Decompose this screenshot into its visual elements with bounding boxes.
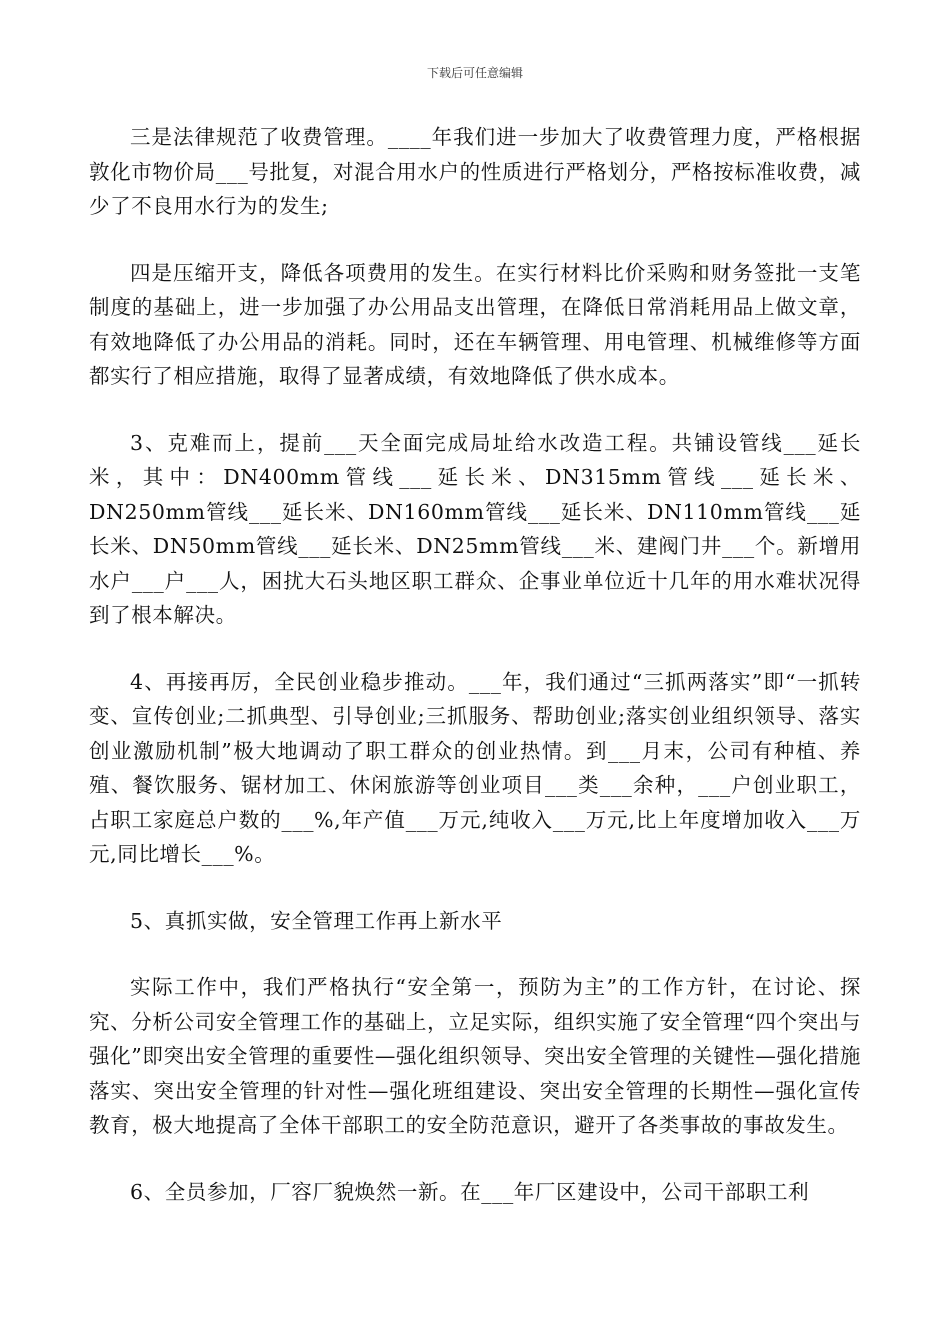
paragraph-plant-appearance: 6、全员参加，厂容厂貌焕然一新。在___年厂区建设中，公司干部职工利 (130, 1179, 810, 1204)
paragraph-safety-management: 实际工作中，我们严格执行“安全第一，预防为主”的工作方针，在讨论、探究、分析公司安全管理工作的基础上，立足实际，组织实施了安全管理“四个突出与强化”即突出安全管理的重要性—强化组织领导、突出安全管理的关键性—强化措施落实、突出安全管理的针对性—强化班组建设、突出安全管理的长期性—强化宣传教育，极大地提高了全体干部职工的安全防范意识，避开了各类事故的事故发生。 (89, 975, 861, 1137)
paragraph-entrepreneurship: 4、再接再厉，全民创业稳步推动。___年，我们通过“三抓两落实”即“一抓转变、宣传创业;二抓典型、引导创业;三抓服务、帮助创业;落实创业组织领导、落实创业激励机制”极大地调动了职工群众的创业热情。到___月末，公司有种植、养殖、餐饮服务、锯材加工、休闲旅游等创业项目___类___余种，___户创业职工，占职工家庭总户数的___%,年产值___万元,纯收入___万元,比上年度增加收入___万元,同比增长___%。 (89, 669, 861, 866)
document-body (89, 120, 861, 1241)
paragraph-cost-reduction: 四是压缩开支，降低各项费用的发生。在实行材料比价采购和财务签批一支笔制度的基础上，进一步加强了办公用品支出管理，在降低日常消耗用品上做文章，有效地降低了办公用品的消耗。同时，还在车辆管理、用电管理、机械维修等方面都实行了相应措施，取得了显著成绩，有效地降低了供水成本。 (89, 260, 861, 388)
paragraph-water-project: 3、克难而上，提前___天全面完成局址给水改造工程。共铺设管线___延长米，其中：DN400mm管线___延长米、DN315mm管线___延长米、DN250mm管线___延长米、DN160mm管线___延长米、DN110mm管线___延长米、DN50mm管线___延长米、DN25mm管线___米、建阀门井___个。新增用水户___户___人，困扰大石头地区职工群众、企事业单位近十几年的用水难状况得到了根本解决。 (89, 430, 862, 627)
paragraph-fee-management: 三是法律规范了收费管理。____年我们进一步加大了收费管理力度，严格根据敦化市物价局___号批复，对混合用水户的性质进行严格划分，严格按标准收费，减少了不良用水行为的发生; (89, 125, 861, 218)
page-header: 下载后可任意编辑 (426, 66, 523, 80)
section-heading-safety: 5、真抓实做，安全管理工作再上新水平 (130, 908, 503, 933)
